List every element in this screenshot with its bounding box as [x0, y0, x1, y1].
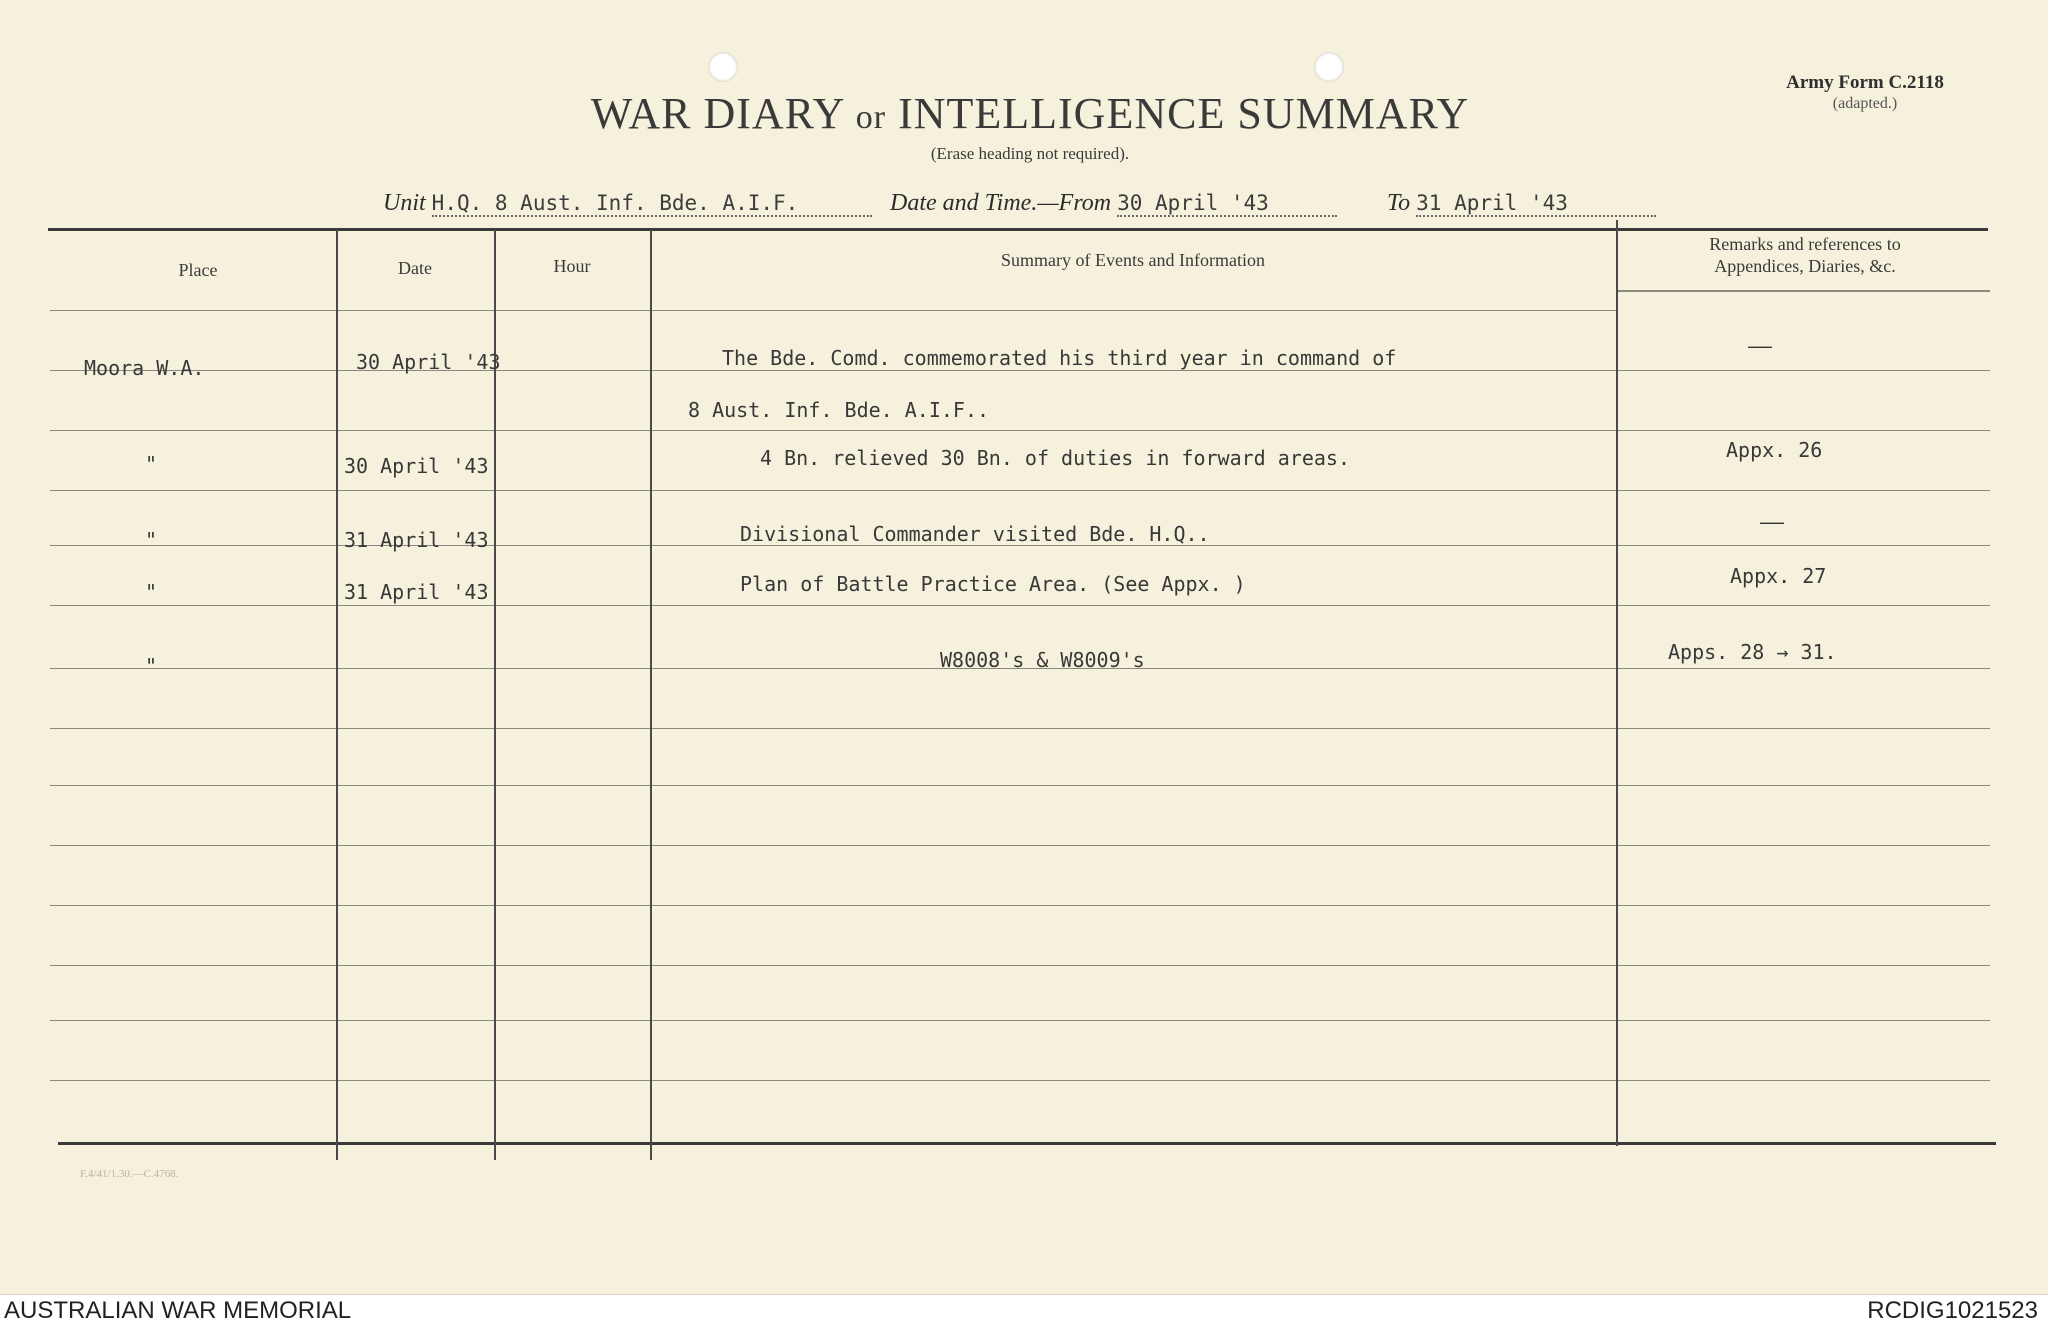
entry-remarks: ——: [1760, 510, 1785, 534]
column-header-remarks: [1620, 234, 1990, 277]
date-time-label: Date and Time.—From: [890, 190, 1112, 216]
column-header-date: Date: [398, 258, 432, 278]
date-from-value: 30 April '43: [1117, 191, 1337, 217]
punch-hole-right: [1314, 52, 1344, 82]
column-header-place: Place: [178, 260, 218, 280]
form-number: Army Form C.2118: [1786, 72, 1944, 93]
entry-summary: The Bde. Comd. commemorated his third year in command of: [722, 346, 1397, 370]
column-header-summary: Summary of Events and Information: [1001, 250, 1265, 270]
column-rule-hour-summary: [650, 230, 652, 1160]
row-rule: [50, 728, 1990, 729]
unit-label: Unit: [383, 190, 426, 216]
date-from-field: [890, 190, 1337, 217]
row-rule: [50, 430, 1990, 431]
date-to-value: 31 April '43: [1416, 191, 1656, 217]
title-war-diary: WAR DIARY: [590, 89, 844, 138]
title-intelligence-summary: INTELLIGENCE SUMMARY: [898, 89, 1470, 138]
entry-summary: Divisional Commander visited Bde. H.Q..: [740, 522, 1210, 546]
entry-remarks: Apps. 28 → 31.: [1668, 640, 1837, 664]
entry-summary-continued: 8 Aust. Inf. Bde. A.I.F..: [688, 398, 990, 422]
entry-place: ": [145, 452, 158, 476]
entry-remarks: Appx. 26: [1726, 438, 1823, 462]
date-to-label: To: [1387, 190, 1411, 216]
column-header-remarks-line2: Appendices, Diaries, &c.: [1714, 255, 1896, 276]
row-rule: [50, 905, 1990, 906]
page-title: [420, 88, 1640, 139]
entry-summary: Plan of Battle Practice Area. (See Appx. ): [740, 572, 1246, 596]
row-rule: [50, 490, 1990, 491]
entry-date: 31 April '43: [344, 580, 489, 604]
row-rule: [50, 370, 1990, 371]
entry-date: 31 April '43: [344, 528, 489, 552]
entry-summary: 4 Bn. relieved 30 Bn. of duties in forward areas.: [760, 446, 1351, 470]
entry-remarks: ——: [1748, 334, 1773, 358]
table-bottom-border: [58, 1142, 1996, 1145]
footer-record-id: RCDIG1021523: [1867, 1297, 2038, 1324]
entry-date: 30 April '43: [356, 350, 501, 374]
entry-date: 30 April '43: [344, 454, 489, 478]
footer-institution: AUSTRALIAN WAR MEMORIAL: [4, 1297, 352, 1324]
row-rule: [50, 785, 1990, 786]
column-rule-summary-remarks: [1616, 220, 1618, 1146]
remarks-header-rule: [1616, 290, 1990, 292]
entry-place: ": [145, 654, 158, 678]
row-rule: [50, 605, 1990, 606]
header-rule: [50, 310, 1618, 311]
row-rule: [50, 1020, 1990, 1021]
title-or: or: [855, 99, 887, 136]
column-header-hour: Hour: [553, 256, 591, 276]
column-rule-place-date: [336, 230, 338, 1160]
unit-field: [383, 190, 872, 217]
entry-place: ": [145, 580, 158, 604]
row-rule: [50, 965, 1990, 966]
table-top-border: [48, 228, 1988, 231]
punch-hole-left: [708, 52, 738, 82]
date-to-field: [1387, 190, 1656, 217]
entry-place: Moora W.A.: [84, 356, 205, 380]
column-header-remarks-line1: Remarks and references to: [1709, 234, 1901, 254]
printer-mark: F.4/41/1.30.—C.4768.: [80, 1168, 179, 1180]
entry-place: ": [145, 528, 158, 552]
entry-summary: W8008's & W8009's: [940, 648, 1145, 672]
page-subtitle: (Erase heading not required).: [930, 144, 1130, 163]
row-rule: [50, 845, 1990, 846]
unit-value: H.Q. 8 Aust. Inf. Bde. A.I.F.: [432, 191, 872, 217]
row-rule: [50, 1080, 1990, 1081]
form-adapted: (adapted.): [1832, 95, 1898, 112]
entry-remarks: Appx. 27: [1730, 564, 1827, 588]
